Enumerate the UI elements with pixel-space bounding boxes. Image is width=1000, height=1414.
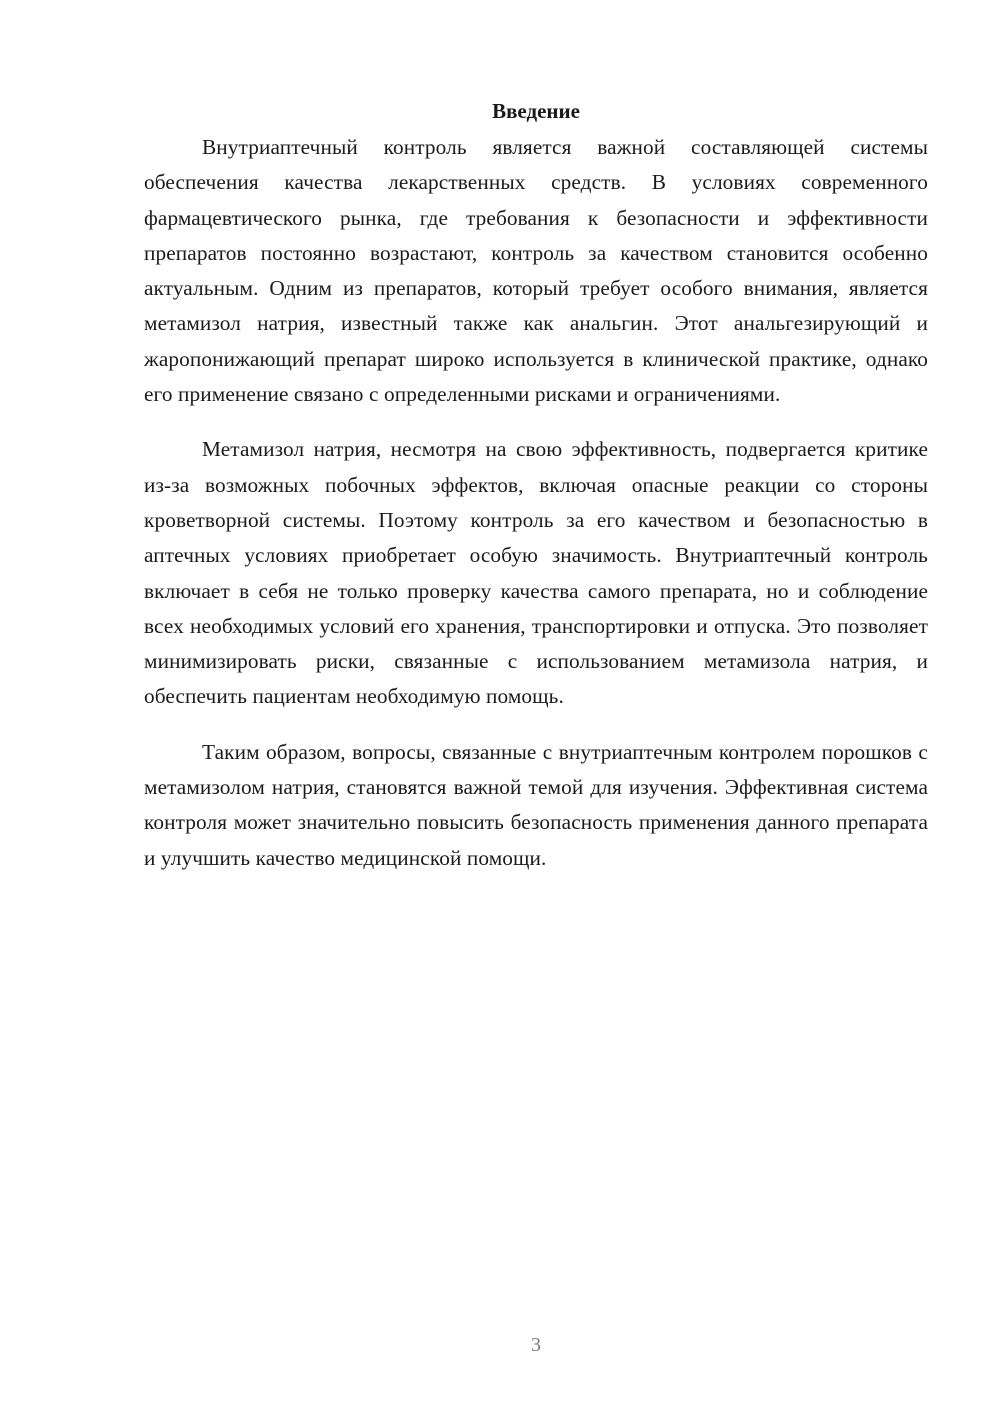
paragraph-1: Внутриаптечный контроль является важной составляющей системы обеспечения качества лекарственных средств. В условиях современного фармацевтического рынка, где требования к безопасности и эффективности препаратов постоянно возрастают, контроль за качеством становится особенно актуальным. Одним из препаратов, который требует особого внимания, является метамизол натрия, известный также как анальгин. Этот анальгезирующий и жаропонижающий препарат широко используется в клинической практике, однако его применение связано с определенными рисками и ограничениями. (144, 135, 928, 407)
page-number: 3 (531, 1334, 541, 1356)
section-title: Введение (492, 99, 580, 123)
page-content (144, 96, 928, 896)
paragraph-3: Таким образом, вопросы, связанные с внутриаптечным контролем порошков с метамизолом натрия, становятся важной темой для изучения. Эффективная система контроля может значительно повысить безопасность применения данного препарата и улучшить качество медицинской помощи. (144, 739, 928, 870)
paragraph-2: Метамизол натрия, несмотря на свою эффективность, подвергается критике из-за возможных побочных эффектов, включая опасные реакции со стороны кроветворной системы. Поэтому контроль за его качеством и безопасностью в аптечных условиях приобретает особую значимость. Внутриаптечный контроль включает в себя не только проверку качества самого препарата, но и соблюдение всех необходимых условий его хранения, транспортировки и отпуска. Это позволяет минимизировать риски, связанные с использованием метамизола натрия, и обеспечить пациентам необходимую помощь. (144, 437, 928, 709)
